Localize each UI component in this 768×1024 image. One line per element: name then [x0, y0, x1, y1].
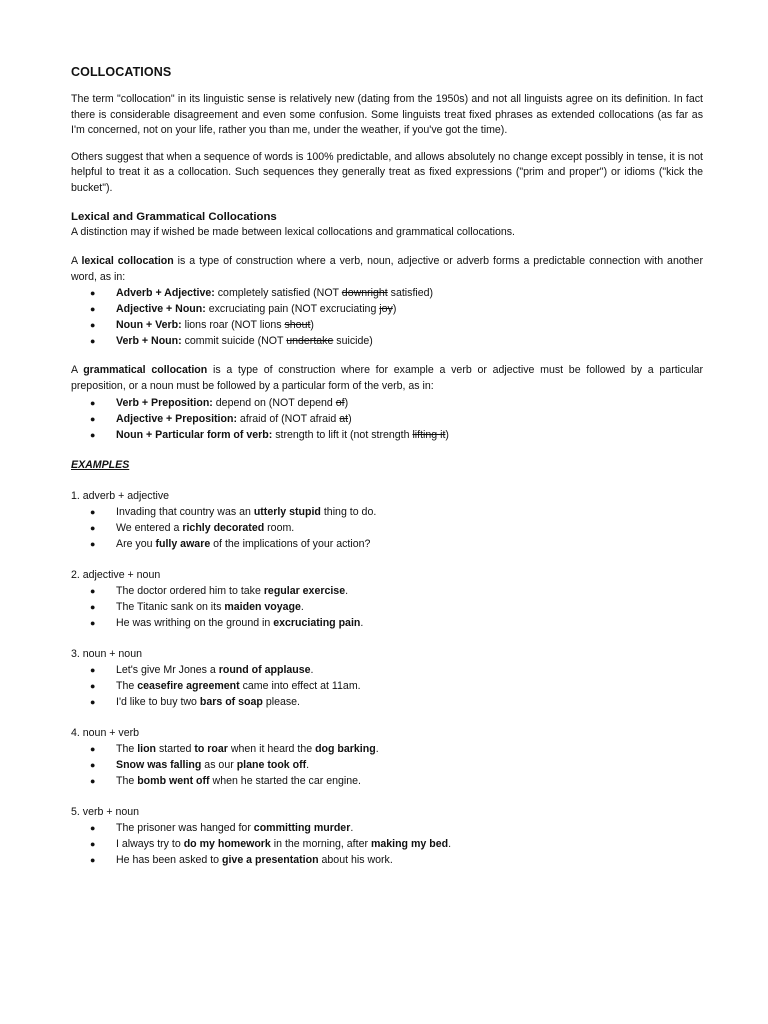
- item-text: completely satisfied (NOT: [214, 287, 342, 300]
- example-item: [71, 615, 703, 631]
- intro-paragraph-2: Others suggest that when a sequence of words is 100% predictable, and allows absolutely no change except possibly in tense, it is not helpful to treat it as a collocation. Such sequences they generally treat as fixed expressions ("prim and proper") or idioms ("kick the bucket").: [71, 150, 703, 194]
- grammatical-collocation-list: [71, 395, 703, 443]
- intro-paragraph-1: The term "collocation" in its linguistic sense is relatively new (dating from the 1950s) and not all linguists agree on its definition. In fact there is considerable disagreement and even some confusion. Some linguists treat fixed phrases as extended collocations (as far as I'm concerned, not on your life, rather you than me, under the weather, if you've got the time).: [71, 93, 703, 137]
- item-text: ): [392, 303, 397, 316]
- lexical-def-post: is a type of construction where a verb, noun, adjective or adverb forms a predictable connection with another word, as in:: [71, 255, 703, 283]
- bullet-icon: ●: [90, 744, 96, 755]
- collocation-highlight: do my homework: [183, 838, 271, 851]
- list-item: [71, 285, 703, 301]
- example-text: .: [360, 617, 364, 630]
- example-item: [71, 504, 703, 520]
- item-text: ): [445, 428, 449, 441]
- item-text: satisfied): [387, 287, 434, 300]
- example-text: We entered a: [116, 522, 183, 535]
- struck-word: undertake: [286, 335, 334, 348]
- collocation-highlight: committing murder: [253, 822, 351, 835]
- bullet-icon: ●: [90, 320, 96, 331]
- collocation-highlight: Snow was falling: [116, 759, 202, 772]
- item-text: strength to lift it (not strength: [272, 428, 413, 441]
- example-item: [71, 852, 703, 868]
- item-label: Adjective + Noun:: [116, 303, 206, 316]
- item-text: depend on (NOT depend: [212, 396, 336, 409]
- document-page: [71, 64, 703, 868]
- collocation-highlight: regular exercise: [263, 585, 346, 598]
- bullet-icon: ●: [90, 397, 96, 408]
- grammatical-def-pre: A: [71, 364, 84, 377]
- struck-word: joy: [379, 303, 393, 316]
- struck-word: lifting it: [412, 428, 446, 441]
- example-text: .: [345, 585, 349, 598]
- example-item: [71, 757, 703, 773]
- item-label: Verb + Noun:: [116, 335, 182, 348]
- example-text: .: [350, 822, 354, 835]
- item-text: ): [310, 319, 314, 332]
- lexical-collocation-list: [71, 285, 703, 349]
- collocation-highlight: bars of soap: [199, 696, 263, 709]
- example-category-title: 5. verb + noun: [71, 806, 140, 819]
- example-item: [71, 520, 703, 536]
- example-item: [71, 820, 703, 836]
- struck-word: at: [339, 412, 349, 425]
- item-label: Adverb + Adjective:: [116, 287, 215, 300]
- example-text: .: [375, 743, 379, 756]
- bullet-icon: ●: [90, 855, 96, 866]
- bullet-icon: ●: [90, 304, 96, 315]
- example-text: I'd like to buy two: [116, 696, 200, 709]
- example-text: The: [116, 775, 138, 788]
- collocation-highlight: dog barking: [315, 743, 376, 756]
- example-item: [71, 536, 703, 552]
- example-text: when it heard the: [227, 743, 316, 756]
- example-text: Let's give Mr Jones a: [116, 664, 219, 677]
- list-item: [71, 317, 703, 333]
- item-text: excruciating pain (NOT excruciating: [205, 303, 380, 316]
- example-text: .: [310, 664, 314, 677]
- list-item: [71, 301, 703, 317]
- example-item: [71, 694, 703, 710]
- bullet-icon: ●: [90, 586, 96, 597]
- item-text: lions roar (NOT lions: [181, 319, 285, 332]
- bullet-icon: ●: [90, 413, 96, 424]
- lexical-definition: [71, 254, 703, 285]
- bullet-icon: ●: [90, 523, 96, 534]
- item-label: Adjective + Preposition:: [116, 412, 237, 425]
- example-category-title: 4. noun + verb: [71, 727, 140, 740]
- example-text: about his work.: [318, 854, 393, 867]
- collocation-highlight: ceasefire agreement: [137, 680, 240, 693]
- list-item: [71, 411, 703, 427]
- list-item: [71, 395, 703, 411]
- collocation-highlight: plane took off: [236, 759, 307, 772]
- example-text: The: [116, 743, 138, 756]
- example-text: as our: [201, 759, 237, 772]
- example-text: when he started the car engine.: [209, 775, 361, 788]
- example-category-title: 1. adverb + adjective: [71, 490, 170, 503]
- bullet-icon: ●: [90, 618, 96, 629]
- collocation-highlight: lion: [137, 743, 157, 756]
- list-item: [71, 333, 703, 349]
- collocation-highlight: give a presentation: [222, 854, 319, 867]
- example-category-title: 3. noun + noun: [71, 648, 142, 661]
- bullet-icon: ●: [90, 665, 96, 676]
- example-list: [71, 741, 703, 789]
- collocation-highlight: maiden voyage: [224, 601, 301, 614]
- collocation-highlight: excruciating pain: [273, 617, 361, 630]
- example-text: thing to do.: [320, 506, 377, 519]
- example-text: .: [448, 838, 452, 851]
- example-text: please.: [262, 696, 300, 709]
- bullet-icon: ●: [90, 681, 96, 692]
- example-text: .: [306, 759, 310, 772]
- example-text: I always try to: [116, 838, 184, 851]
- example-text: .: [300, 601, 304, 614]
- collocation-highlight: bomb went off: [137, 775, 210, 788]
- collocation-highlight: round of applause: [218, 664, 311, 677]
- collocation-highlight: richly decorated: [182, 522, 265, 535]
- distinction-paragraph: A distinction may if wished be made between lexical collocations and grammatical collocations.: [71, 225, 515, 238]
- example-text: Are you: [116, 538, 156, 551]
- example-list: [71, 820, 703, 868]
- bullet-icon: ●: [90, 823, 96, 834]
- grammatical-def-term: grammatical collocation: [83, 364, 208, 377]
- item-label: Noun + Verb:: [116, 319, 182, 332]
- example-text: He was writhing on the ground in: [116, 617, 274, 630]
- list-item: [71, 427, 703, 443]
- collocation-highlight: to roar: [194, 743, 228, 756]
- item-label: Verb + Preposition:: [116, 396, 213, 409]
- item-text: commit suicide (NOT: [181, 335, 287, 348]
- example-text: The Titanic sank on its: [116, 601, 225, 614]
- collocation-highlight: making my bed: [370, 838, 449, 851]
- bullet-icon: ●: [90, 539, 96, 550]
- struck-word: downright: [341, 287, 388, 300]
- item-text: suicide): [333, 335, 373, 348]
- grammatical-definition: [71, 363, 703, 394]
- item-text: afraid of (NOT afraid: [236, 412, 340, 425]
- example-item: [71, 599, 703, 615]
- example-text: The doctor ordered him to take: [116, 585, 264, 598]
- item-text: ): [344, 396, 349, 409]
- bullet-icon: ●: [90, 697, 96, 708]
- bullet-icon: ●: [90, 288, 96, 299]
- example-text: He has been asked to: [116, 854, 223, 867]
- example-list: [71, 583, 703, 631]
- example-list: [71, 662, 703, 710]
- example-category-title: 2. adjective + noun: [71, 569, 161, 582]
- bullet-icon: ●: [90, 429, 96, 440]
- bullet-icon: ●: [90, 839, 96, 850]
- collocation-highlight: utterly stupid: [253, 506, 321, 519]
- example-text: started: [156, 743, 195, 756]
- item-label: Noun + Particular form of verb:: [116, 428, 273, 441]
- example-text: in the morning, after: [270, 838, 371, 851]
- example-text: The prisoner was hanged for: [116, 822, 254, 835]
- example-item: [71, 773, 703, 789]
- collocation-highlight: fully aware: [155, 538, 211, 551]
- example-item: [71, 678, 703, 694]
- bullet-icon: ●: [90, 602, 96, 613]
- example-text: came into effect at 11am.: [239, 680, 361, 693]
- section-heading-lexical-grammatical: Lexical and Grammatical Collocations: [71, 210, 277, 223]
- bullet-icon: ●: [90, 336, 96, 347]
- document-title: COLLOCATIONS: [71, 65, 172, 79]
- bullet-icon: ●: [90, 507, 96, 518]
- examples-section: [71, 488, 703, 868]
- example-text: Invading that country was an: [116, 506, 254, 519]
- bullet-icon: ●: [90, 776, 96, 787]
- example-text: The: [116, 680, 138, 693]
- lexical-def-pre: A: [71, 255, 82, 268]
- bullet-icon: ●: [90, 760, 96, 771]
- struck-word: of: [335, 396, 345, 409]
- examples-heading: EXAMPLES: [71, 458, 130, 471]
- lexical-def-term: lexical collocation: [81, 255, 174, 268]
- example-text: of the implications of your action?: [210, 538, 371, 551]
- example-item: [71, 836, 703, 852]
- example-item: [71, 741, 703, 757]
- example-text: room.: [264, 522, 295, 535]
- example-item: [71, 583, 703, 599]
- grammatical-def-post: is a type of construction where for example a verb or adjective must be followed by a particular preposition, or a noun must be followed by a particular form of the verb, as in:: [71, 364, 703, 392]
- struck-word: shout: [284, 319, 311, 332]
- item-text: ): [348, 412, 352, 425]
- example-item: [71, 662, 703, 678]
- example-list: [71, 504, 703, 552]
